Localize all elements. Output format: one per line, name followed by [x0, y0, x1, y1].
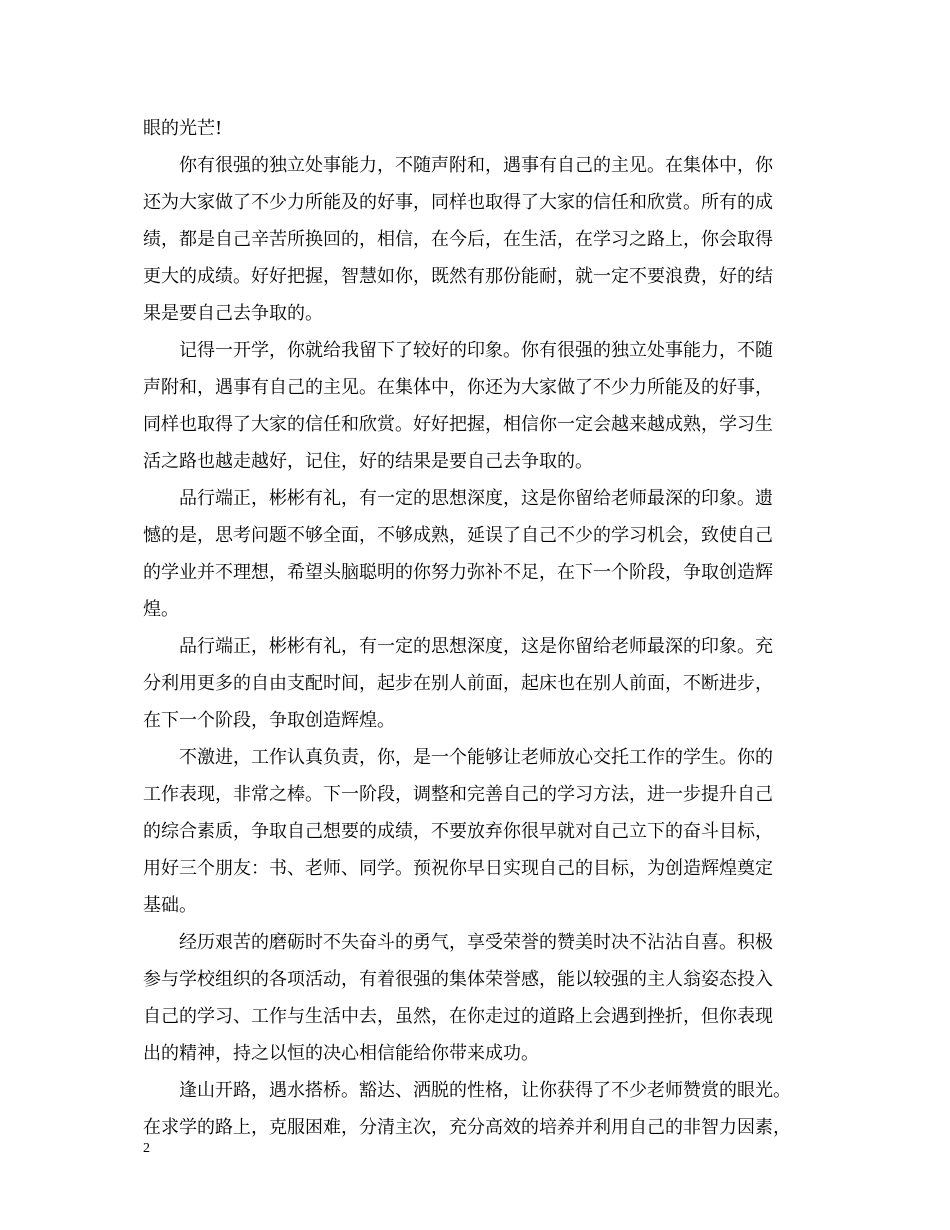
- text-line: 更大的成绩。好好把握，智慧如你，既然有那份能耐，就一定不要浪费，好的结: [143, 266, 773, 287]
- text-line: 逢山开路，遇水搭桥。豁达、洒脱的性格，让你获得了不少老师赞赏的眼光。: [179, 1080, 791, 1101]
- text-line: 煌。: [143, 599, 179, 620]
- text-line: 自己的学习、工作与生活中去，虽然，在你走过的道路上会遇到挫折，但你表现: [143, 1006, 773, 1027]
- text-line: 果是要自己去争取的。: [143, 303, 323, 324]
- text-line: 分利用更多的自由支配时间，起步在别人前面，起床也在别人前面，不断进步，: [143, 673, 773, 694]
- text-line: 憾的是，思考问题不够全面，不够成熟，延误了自己不少的学习机会，致使自己: [143, 525, 773, 546]
- text-line: 在求学的路上，克服困难，分清主次，充分高效的培养并利用自己的非智力因素，: [143, 1117, 791, 1138]
- text-line: 基础。: [143, 895, 197, 916]
- text-line: 声附和，遇事有自己的主见。在集体中，你还为大家做了不少力所能及的好事，: [143, 377, 773, 398]
- text-line: 经历艰苦的磨砺时不失奋斗的勇气，享受荣誉的赞美时决不沾沾自喜。积极: [179, 932, 773, 953]
- text-line: 还为大家做了不少力所能及的好事，同样也取得了大家的信任和欣赏。所有的成: [143, 192, 773, 213]
- text-line: 品行端正，彬彬有礼，有一定的思想深度，这是你留给老师最深的印象。充: [179, 636, 773, 657]
- text-line: 工作表现，非常之棒。下一阶段，调整和完善自己的学习方法，进一步提升自己: [143, 784, 773, 805]
- text-line: 你有很强的独立处事能力，不随声附和，遇事有自己的主见。在集体中，你: [179, 155, 773, 176]
- text-line: 品行端正，彬彬有礼，有一定的思想深度，这是你留给老师最深的印象。遗: [179, 488, 773, 509]
- text-line: 出的精神，持之以恒的决心相信能给你带来成功。: [143, 1043, 539, 1064]
- text-line: 同样也取得了大家的信任和欣赏。好好把握，相信你一定会越来越成熟，学习生: [143, 414, 773, 435]
- text-line: 绩，都是自己辛苦所换回的，相信，在今后，在生活，在学习之路上，你会取得: [143, 229, 773, 250]
- text-line: 参与学校组织的各项活动，有着很强的集体荣誉感，能以较强的主人翁姿态投入: [143, 969, 773, 990]
- text-line: 在下一个阶段，争取创造辉煌。: [143, 710, 395, 731]
- text-line: 用好三个朋友：书、老师、同学。预祝你早日实现自己的目标，为创造辉煌奠定: [143, 858, 773, 879]
- text-line: 的学业并不理想，希望头脑聪明的你努力弥补不足，在下一个阶段，争取创造辉: [143, 562, 773, 583]
- text-line: 眼的光芒!: [143, 118, 223, 139]
- page-number: 2: [143, 1141, 150, 1156]
- text-line: 活之路也越走越好，记住，好的结果是要自己去争取的。: [143, 451, 593, 472]
- text-line: 的综合素质，争取自己想要的成绩，不要放弃你很早就对自己立下的奋斗目标，: [143, 821, 773, 842]
- text-line: 记得一开学，你就给我留下了较好的印象。你有很强的独立处事能力，不随: [179, 340, 773, 361]
- text-line: 不激进，工作认真负责，你，是一个能够让老师放心交托工作的学生。你的: [179, 747, 773, 768]
